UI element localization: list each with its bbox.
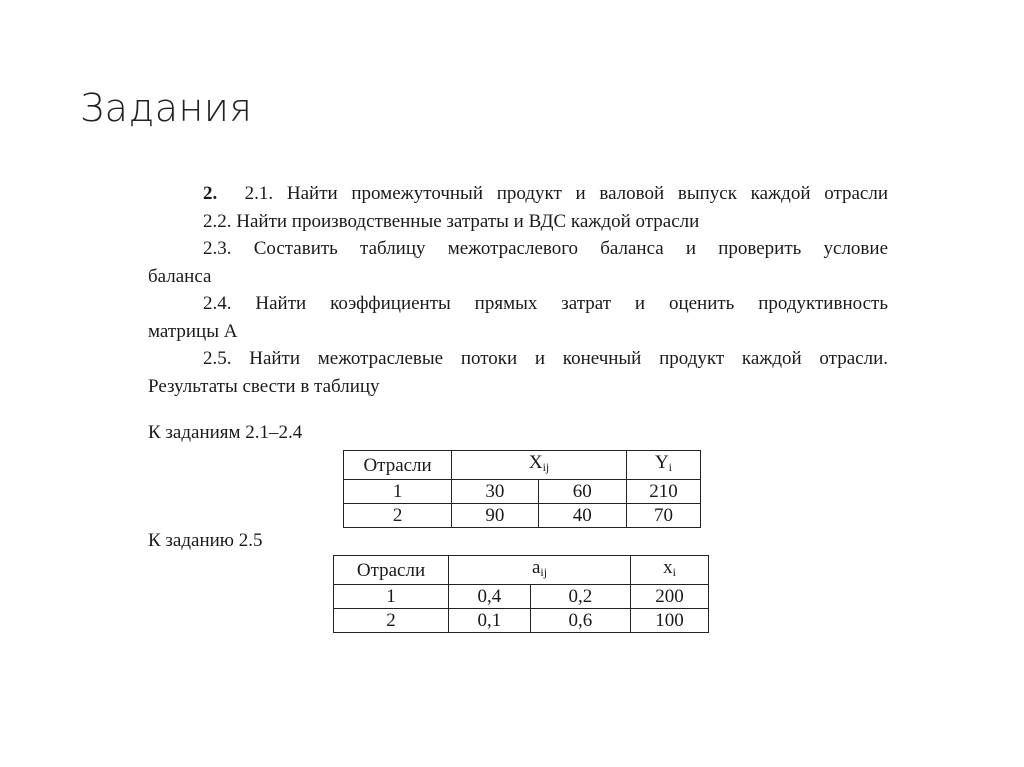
task-2-3: 2.3. Составить таблицу межотраслевого баланса и проверить условие: [203, 238, 888, 259]
task-2-3-cont: баланса: [148, 265, 212, 287]
cell: 100: [631, 609, 709, 633]
cell: 90: [452, 504, 538, 528]
header-cell: [631, 556, 709, 585]
cell: 0,6: [530, 609, 630, 633]
task-2-2: 2.2. Найти производственные затраты и ВДС каждой отрасли: [203, 210, 700, 232]
table1: [343, 450, 701, 528]
table-row: [334, 585, 709, 609]
task-number: 2.: [203, 183, 218, 204]
table-row: [344, 480, 701, 504]
cell: 60: [538, 480, 626, 504]
header-text: X: [528, 452, 543, 473]
task-text: 2.1. Найти промежуточный продукт и валовой выпуск каждой отрасли: [244, 183, 888, 204]
header-text: x: [663, 557, 673, 578]
header-text: a: [531, 557, 541, 578]
cell: 2: [334, 609, 449, 633]
cell: 210: [626, 480, 700, 504]
table1-caption: К заданиям 2.1–2.4: [148, 422, 303, 443]
task-2-4: 2.4. Найти коэффициенты прямых затрат и оценить продуктивность: [203, 293, 888, 314]
task-2-4-cont: матрицы А: [148, 320, 238, 342]
header-cell: [452, 451, 627, 480]
cell: 200: [631, 585, 709, 609]
header-cell: [449, 556, 631, 585]
cell: 1: [344, 480, 452, 504]
task-2-5: 2.5. Найти межотраслевые потоки и конечный продукт каждой отрасли.: [203, 348, 888, 369]
cell: 30: [452, 480, 538, 504]
table-header: [344, 451, 701, 480]
task-2-1: [148, 180, 888, 208]
subscript: ij: [542, 460, 550, 474]
header-cell: [626, 451, 700, 480]
cell: 0,2: [530, 585, 630, 609]
slide-title: Задания: [80, 86, 253, 130]
cell: 0,4: [449, 585, 531, 609]
header-cell: Отрасли: [344, 451, 452, 480]
subscript: ij: [540, 565, 548, 579]
subscript: i: [672, 565, 676, 579]
task-list: [148, 180, 888, 400]
subscript: i: [668, 460, 673, 474]
table2: [333, 555, 709, 633]
cell: 2: [344, 504, 452, 528]
header-cell: Отрасли: [334, 556, 449, 585]
header-text: Y: [654, 452, 669, 473]
table-row: [344, 504, 701, 528]
cell: 0,1: [449, 609, 531, 633]
cell: 1: [334, 585, 449, 609]
table-row: [334, 609, 709, 633]
cell: 40: [538, 504, 626, 528]
table-header: [334, 556, 709, 585]
task-2-5-cont: Результаты свести в таблицу: [148, 375, 380, 397]
cell: 70: [626, 504, 700, 528]
table2-caption: К заданию 2.5: [148, 530, 263, 551]
